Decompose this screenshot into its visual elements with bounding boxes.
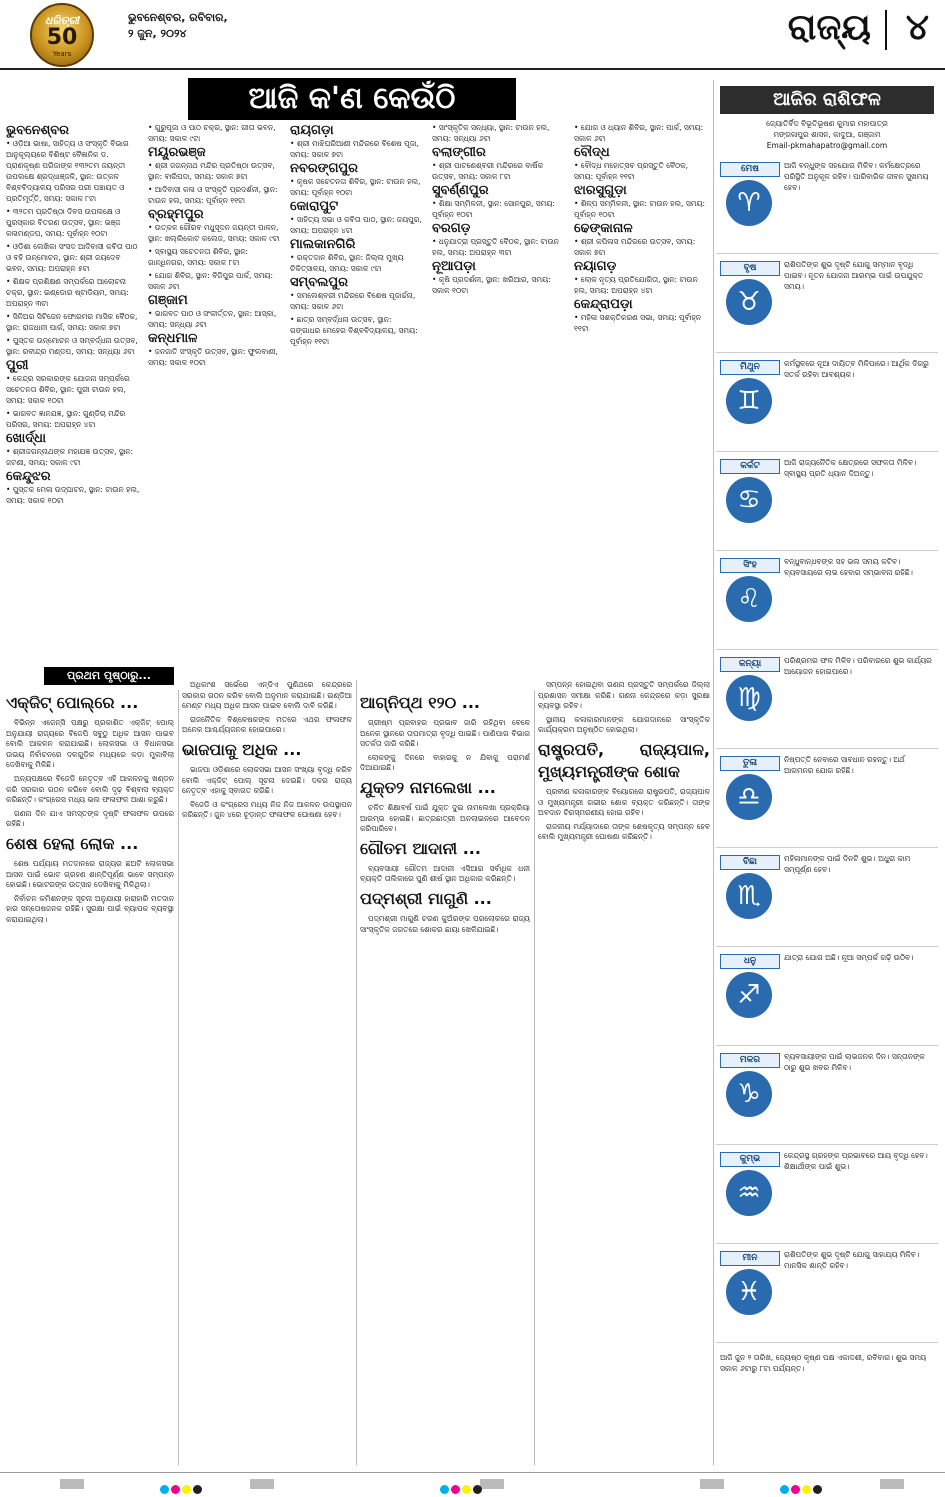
rashi-name: କୁମ୍ଭ <box>720 1152 780 1167</box>
article-paragraph: ନିର୍ବାଚନ କମିଶନଙ୍କ ସୂଚନା ଅନୁଯାୟୀ ହାରାହାରି ମତଦାନ ହାର ସନ୍ତୋଷଜନକ ରହିଛି। ସୁରକ୍ଷା ପାଇଁ ବ୍ୟାପକ ବ୍ୟବସ୍ଥା କରାଯାଇଥିଲା। <box>6 893 174 924</box>
article-paragraph: ବ୍ୟବସାୟୀ ଗୌତମ ଆଦାନୀ ଏସିଆର ସର୍ବାଧିକ ଧନୀ ବ୍ୟକ୍ତି ତାଲିକାରେ ପୁଣି ଶୀର୍ଷ ସ୍ଥାନ ଅଧିକାର କରିଛନ୍ତି। <box>360 863 530 884</box>
rashifal-email: Email-pkmahapatro@gmail.com <box>766 141 888 150</box>
event-item: • ସ୍ବାସ୍ଥ୍ୟ ସଚେତନତା ଶିବିର, ସ୍ଥାନ: ଗାନ୍ଧିନଗର, ସମୟ: ସକାଳ ୮ଟା <box>148 247 249 267</box>
article-paragraph: ବିଜେଡି ଓ କଂଗ୍ରେସ ମଧ୍ୟ ନିଜ ନିଜ ଆକଳନ ଉପସ୍ଥାପନ କରିଛନ୍ତି। ଜୁନ ୪ରେ ଚୂଡ଼ାନ୍ତ ଫଳାଫଳ ଘୋଷଣା ହେବ। <box>182 799 352 820</box>
event-item: • ଓଡ଼ିଆ ଭାଷା, ସାହିତ୍ୟ ଓ ସଂସ୍କୃତି ବିଭାଗ ଆନୁକୂଲ୍ୟରେ ବିଶିଷ୍ଟ ବୈଜ୍ଞାନିକ ଡ. ପ୍ରାଣକୃଷ୍ଣ ପରିଜାଙ୍କ ୧୩୨ତମ ଜୟନ୍ତୀ ଉପଲକ୍ଷେ ଶ୍ରଦ୍ଧାଞ୍ଜଳି, ସ୍ଥାନ: ଉତ୍କଳ ବିଶ୍ବବିଦ୍ୟାଳୟ ପରିସର ପରୀ ପଞ୍ଚାୟତ ଓ ପ୍ରତିମୂର୍ତ୍ତି, ସମୟ: ସକାଳ ୮ଟା <box>6 139 129 203</box>
masthead-divider <box>885 10 887 50</box>
rashi-entry <box>716 752 938 848</box>
color-dot <box>473 1485 482 1494</box>
rashifal-address: ମଙ୍ଗଳାପୁର ଶାସନ, କାଦୁଆ, ଗଞ୍ଜାମ <box>773 130 881 139</box>
color-dots <box>440 1479 484 1489</box>
registration-mark <box>700 1479 724 1489</box>
rashi-name: ମିଥୁନ <box>720 360 780 375</box>
article-paragraph: ଶେଷ ପର୍ଯ୍ୟାୟ ମତଦାନରେ ରାଜ୍ୟର ଛଅଟି ଲୋକସଭା ଆସନ ପାଇଁ ଭୋଟ ଗ୍ରହଣ ଶାନ୍ତିପୂର୍ଣ୍ଣ ଭାବେ ସମ୍ପନ୍ନ ହୋଇଛି। ଭୋଟରଙ୍କ ଉତ୍ସାହ ଦେଖିବାକୁ ମିଳିଥିଲା। <box>6 858 174 890</box>
event-item: • ଶିଳ୍ପ ସମ୍ମିଳନୀ, ସ୍ଥାନ: ଟାଉନ ହଲ, ସମୟ: ପୂର୍ବାହ୍ନ ୧୦ଟା <box>574 199 706 219</box>
rashifal-byline-block <box>720 118 934 151</box>
city-heading: ଗଞ୍ଜାମ <box>148 293 188 308</box>
article-paragraph: ସ୍ଥାନୀୟ କଳାକାରମାନଙ୍କ ଯୋଗଦାନରେ ସାଂସ୍କୃତିକ କାର୍ଯ୍ୟକ୍ରମ ଅନୁଷ୍ଠିତ ହୋଇଥିଲା। <box>538 714 710 735</box>
article-paragraph: ଚଳିତ ଶିକ୍ଷାବର୍ଷ ପାଇଁ ଯୁକ୍ତ ଦୁଇ ନାମଲେଖା ପ୍ରକ୍ରିୟା ଆରମ୍ଭ ହୋଇଛି। ଛାତ୍ରଛାତ୍ରୀ ଅନଲାଇନରେ ଆବେଦନ କରିପାରିବେ। <box>360 802 530 834</box>
event-item: • ଶିକ୍ଷା ସମ୍ମିଳନୀ, ସ୍ଥାନ: ସୋନପୁର, ସମୟ: ପୂର୍ବାହ୍ନ ୧୦ଟା <box>432 199 556 219</box>
rashi-name: ବିଛା <box>720 855 780 870</box>
event-item: • ଶ୍ରୀ କପିଳାସ ମନ୍ଦିରରେ ଉତ୍ସବ, ସମୟ: ସକାଳ ୭ଟା <box>574 237 696 257</box>
dateline <box>128 10 228 42</box>
rashi-prediction: ପରିଶ୍ରମର ଫଳ ମିଳିବ। ପରିବାରରେ ଶୁଭ କାର୍ଯ୍ୟର ଆୟୋଜନ ହୋଇପାରେ। <box>784 656 932 676</box>
logo-years: Years <box>52 50 72 58</box>
zodiac-icon: ♋ <box>726 477 772 523</box>
headline-plus-two: ଯୁକ୍ତ୨ ନାମଲେଖା ... <box>360 777 496 797</box>
rashi-entry <box>716 950 938 1046</box>
rashi-name: କନ୍ୟା <box>720 657 780 672</box>
zodiac-icon: ♑ <box>726 1071 772 1117</box>
color-dot <box>813 1485 822 1494</box>
rashi-name: ସିଂହ <box>720 558 780 573</box>
color-dot <box>462 1485 471 1494</box>
rashi-prediction: ବନ୍ଧୁବାନ୍ଧବଙ୍କ ସହ ଭଲ ସମୟ କଟିବ। ବ୍ୟବସାୟରେ ଲାଭ ହେବାର ସମ୍ଭାବନା ରହିଛି। <box>784 557 913 577</box>
event-item: • ପୁସ୍ତକ ମେଳା ଉଦ୍‌ଘାଟନ, ସ୍ଥାନ: ଟାଉନ ହଲ, ସମୟ: ସକାଳ ୧୦ଟା <box>6 485 140 505</box>
rashi-entry <box>716 1247 938 1343</box>
news-column-4 <box>538 680 710 1465</box>
color-dot <box>451 1485 460 1494</box>
event-item: • ଛାତ୍ର ସମ୍ବର୍ଦ୍ଧନା ଉତ୍ସବ, ସ୍ଥାନ: ଗଙ୍ଗାଧର ମେହେର ବିଶ୍ବବିଦ୍ୟାଳୟ, ସମୟ: ପୂର୍ବାହ୍ନ ୧୧ଟା <box>290 315 418 346</box>
color-dot <box>791 1485 800 1494</box>
city-heading: ପୁରୀ <box>6 358 29 373</box>
section-label: ପ୍ରଥମ ପୃଷ୍ଠାରୁ... <box>44 667 174 685</box>
headline-voting-ends: ଶେଷ ହେଲା ଲୋକ ... <box>6 833 139 853</box>
events-listing <box>6 122 708 662</box>
event-item: • ଯୋଗ ଶିବିର, ସ୍ଥାନ: ବିଜିପୁର ପାର୍କ, ସମୟ: ସକାଳ ୬ଟା <box>148 271 274 291</box>
zodiac-icon: ♒ <box>726 1170 772 1216</box>
rashi-entry <box>716 1049 938 1145</box>
section-name: ରାଜ୍ୟ <box>787 7 871 48</box>
zodiac-icon: ♐ <box>726 972 772 1018</box>
events-column <box>290 122 424 662</box>
color-dot <box>802 1485 811 1494</box>
color-dot <box>193 1485 202 1494</box>
event-item: • ଆଦିବାସୀ କଳା ଓ ସଂସ୍କୃତି ପ୍ରଦର୍ଶନୀ, ସ୍ଥାନ: ଟାଉନ ହଲ, ସମୟ: ପୂର୍ବାହ୍ନ ୧୧ଟା <box>148 185 278 205</box>
city-heading: ବରଗଡ଼ <box>432 221 471 236</box>
event-item: • ମହିଳା ସଶକ୍ତିକରଣ ସଭା, ସମୟ: ପୂର୍ବାହ୍ନ ୧୧ଟା <box>574 313 702 333</box>
column-rule <box>534 690 535 1465</box>
event-item: • ବୌଦ୍ଧ ମହୋତ୍ସବ ପ୍ରସ୍ତୁତି ବୈଠକ, ସମୟ: ପୂର୍ବାହ୍ନ ୧୧ଟା <box>574 161 689 181</box>
anniversary-logo <box>30 3 94 67</box>
color-dot <box>182 1485 191 1494</box>
rashi-name: ମକର <box>720 1053 780 1068</box>
event-item: • ଶ୍ରୀ ଜଗନ୍ନାଥ ମନ୍ଦିର ପ୍ରତିଷ୍ଠା ଉତ୍ସବ, ସ୍ଥାନ: ବାରିପଦା, ସମୟ: ସକାଳ ୭ଟା <box>148 161 275 181</box>
headline-heat: ଆଗ୍ନିପ୍ଥ ୧୨୦ ... <box>360 693 480 712</box>
event-item: • କେନ୍ଦ୍ର ସରକାରଙ୍କ ଯୋଜନା ସମ୍ପର୍କରେ ସଚେତନତା ଶିବିର, ସ୍ଥାନ: ପୁରୀ ଟାଉନ ହଲ, ସମୟ: ସକାଳ ୧୦ଟା <box>6 374 130 405</box>
city-heading: ମାଲକାନଗିରି <box>290 237 356 252</box>
article-paragraph: ରାଜକୀୟ ମର୍ଯ୍ୟାଦାରେ ତାଙ୍କ ଶେଷକୃତ୍ୟ ସମ୍ପନ୍ନ ହେବ ବୋଲି ମୁଖ୍ୟମନ୍ତ୍ରୀ ଘୋଷଣା କରିଛନ୍ତି। <box>538 821 710 842</box>
rashi-name: ଧନୁ <box>720 954 780 969</box>
registration-mark <box>250 1479 274 1489</box>
logo-brand: ଧରିତ୍ରୀ <box>44 14 80 27</box>
column-rule <box>356 680 357 1465</box>
city-heading: ବ୍ରହ୍ମପୁର <box>148 207 204 222</box>
zodiac-icon: ♊ <box>726 378 772 424</box>
news-column-3 <box>360 690 530 1465</box>
event-item: • ଶିକ୍ଷକ ପ୍ରଶିକ୍ଷଣ ସମ୍ପର୍କରେ ଆଲୋଚନା ଚକ୍ର, ସ୍ଥାନ: ଇଣ୍ଡୋର ଷ୍ଟାଡିୟମ, ସମୟ: ଅପରାହ୍ନ ୩ଟା <box>6 277 129 308</box>
article-body <box>6 718 174 830</box>
article-body <box>360 864 530 885</box>
print-registration-strip <box>0 1472 945 1497</box>
rashi-entry <box>716 851 938 947</box>
rashi-prediction: ମହିଳାମାନଙ୍କ ପାଇଁ ଦିନଟି ଶୁଭ। ଅଧୁରା କାମ ସମ୍ପୂର୍ଣ୍ଣ ହେବ। <box>784 854 911 874</box>
city-heading: ଖୋର୍ଦ୍ଧା <box>6 431 46 446</box>
rashi-entry <box>716 356 938 452</box>
event-item: • ଧନୁଯାତ୍ରା ପ୍ରସ୍ତୁତି ବୈଠକ, ସ୍ଥାନ: ଟାଉନ ହଲ, ସମୟ: ଅପରାହ୍ନ ୩ଟା <box>432 237 559 257</box>
logo-fifty: 50 <box>46 25 78 50</box>
headline-maguni: ପଦ୍ମଶ୍ରୀ ମାଗୁଣି ... <box>360 888 492 908</box>
article-body <box>6 859 174 926</box>
event-item: • ୩୨ତମ ପ୍ରତିଷ୍ଠା ଦିବସ ଉପଲକ୍ଷେ ଓ ପୁରସ୍କାର ବିତରଣ ଉତ୍ସବ, ସ୍ଥାନ: ଭଞ୍ଜ କଳାମଣ୍ଡପ, ସମୟ: ପୂର୍ବାହ୍ନ ୧୦ଟା <box>6 207 121 238</box>
rashi-name: ତୁଳା <box>720 756 780 771</box>
article-paragraph: ଗ୍ରୀଷ୍ମ ପ୍ରବାହର ପ୍ରଭାବ ଜାରି ରହିଥିବା ବେଳେ ଅନେକ ସ୍ଥାନରେ ତାପମାତ୍ରା ବୃଦ୍ଧି ପାଇଛି। ପାଣିପାଗ ବିଭାଗ ସତର୍କତା ଜାରି କରିଛି। <box>360 718 530 749</box>
city-heading: ବୌଦ୍ଧ <box>574 145 610 160</box>
article-body <box>360 914 530 935</box>
article-body <box>360 718 530 774</box>
zodiac-icon: ♈ <box>726 180 772 226</box>
zodiac-icon: ♌ <box>726 576 772 622</box>
article-paragraph: ଗଣନା ଦିନ ଯାଏ ସମସ୍ତଙ୍କ ଦୃଷ୍ଟି ଫଳାଫଳ ଉପରେ ରହିଛି। <box>6 808 174 829</box>
event-item: • ଜନଜାତି ସଂସ୍କୃତି ଉତ୍ସବ, ସ୍ଥାନ: ଫୁଲବାଣୀ, ସମୟ: ସକାଳ ୧୦ଟା <box>148 347 278 367</box>
events-column <box>432 122 566 662</box>
event-item: • ଗୁରୁପୂଜା ଓ ପାଠ ଚକ୍ର, ସ୍ଥାନ: ଗୀତା ଭବନ, ସମୟ: ସକାଳ ୯ଟା <box>148 123 276 143</box>
headline-adani: ଗୌତମ ଆଦାନୀ ... <box>360 838 481 858</box>
color-dot <box>171 1485 180 1494</box>
zodiac-icon: ♓ <box>726 1269 772 1315</box>
event-item: • ଯୋଗ ଓ ଧ୍ୟାନ ଶିବିର, ସ୍ଥାନ: ପାର୍କ, ସମୟ: ସକାଳ ୬ଟା <box>574 123 704 143</box>
registration-mark <box>880 1479 904 1489</box>
event-item: • ଭାଗବତ ଜ୍ଞାନଯଜ୍ଞ, ସ୍ଥାନ: ଗୁଣ୍ଡିଚା ମନ୍ଦିର ପରିସର, ସମୟ: ଅପରାହ୍ନ ୪ଟା <box>6 409 126 429</box>
column-rule <box>713 80 714 1465</box>
city-heading: କୋରାପୁଟ <box>290 199 339 214</box>
rashi-entry <box>716 554 938 650</box>
column-rule <box>178 690 179 1465</box>
rashi-prediction: ରାଶିପତିଙ୍କ ଶୁଭ ଦୃଷ୍ଟି ଯୋଗୁ ସାହାଯ୍ୟ ମିଳିବ। ମାନସିକ ଶାନ୍ତି ରହିବ। <box>784 1250 920 1270</box>
rashifal-note: ଆଜି ଜୁନ ୨ ତାରିଖ, ଜ୍ୟେଷ୍ଠ କୃଷ୍ଣ ପକ୍ଷ ଏକାଦଶୀ, ରବିବାର। ଶୁଭ ସମୟ ସକାଳ ୬ଟାରୁ ୮ଟା ପର୍ଯ୍ୟନ୍ତ। <box>720 1353 927 1373</box>
city-heading: କନ୍ଧମାଳ <box>148 331 198 346</box>
event-item: • ସିନିଅର ସିଟିଜେନ ଫୋରମର ମାସିକ ବୈଠକ, ସ୍ଥାନ: ରାଜଧାନୀ ପାର୍କ, ସମୟ: ସକାଳ ୭ଟା <box>6 312 138 332</box>
event-item: • କୃଷକ ସଚେତନତା ଶିବିର, ସ୍ଥାନ: ଟାଉନ ହଲ, ସମୟ: ପୂର୍ବାହ୍ନ ୧୦ଟା <box>290 177 421 197</box>
rashi-prediction: ଯାତ୍ରା ଯୋଗ ଅଛି। ନୂଆ ସମ୍ପର୍କ ଗଢ଼ି ଉଠିବ। <box>784 953 914 962</box>
rashi-entry <box>716 1148 938 1244</box>
event-item: • ଓଡ଼ିଶା ଲେଖିକା ସଂସଦ ଆଦିବାସୀ କବିତା ପାଠ ଓ ବହି ଉନ୍ମୋଚନ, ସ୍ଥାନ: ଶ୍ରୀ ଜୟଦେବ ଭବନ, ସମୟ: ଅପରାହ୍ନ ୫ଟା <box>6 242 138 273</box>
date-line-1: ଭୁବନେଶ୍ବର, ରବିବାର, <box>128 11 228 24</box>
city-heading: ମୟୂରଭଞ୍ଜ <box>148 145 206 160</box>
color-dot <box>160 1485 169 1494</box>
city-heading: କେନ୍ଦୁଝର <box>6 469 51 484</box>
rashi-prediction: ନିଷ୍ପତ୍ତି ନେବାରେ ସାବଧାନ ରହନ୍ତୁ। ଅର୍ଥ ଆଗମନର ଯୋଗ ରହିଛି। <box>784 755 905 775</box>
event-item: • କୃଷି ପ୍ରଦର୍ଶନୀ, ସ୍ଥାନ: ଖରିଆର, ସମୟ: ସକାଳ ୧୦ଟା <box>432 275 551 295</box>
city-heading: କେନ୍ଦ୍ରାପଡ଼ା <box>574 297 633 312</box>
rashi-name: ମେଷ <box>720 162 780 177</box>
city-heading: ରାୟଗଡ଼ା <box>290 123 334 138</box>
article-body <box>182 680 352 736</box>
news-column-2 <box>182 680 352 1465</box>
event-item: • ରକ୍ତଦାନ ଶିବିର, ସ୍ଥାନ: ଜିଲ୍ଲା ମୁଖ୍ୟ ଚିକିତ୍ସାଳୟ, ସମୟ: ସକାଳ ୯ଟା <box>290 253 404 273</box>
article-body <box>538 680 710 736</box>
events-column <box>6 122 140 662</box>
zodiac-icon: ♎ <box>726 774 772 820</box>
event-item: • ପୁସ୍ତକ ଉନ୍ମୋଚନ ଓ ସମ୍ବର୍ଦ୍ଧନା ଉତ୍ସବ, ସ୍ଥାନ: ରବୀନ୍ଦ୍ର ମଣ୍ଡପ, ସମୟ: ସନ୍ଧ୍ୟା ୬ଟା <box>6 336 138 356</box>
event-item: • ଉତ୍କଳ ଗୌରବ ମଧୁସୂଦନ ଜୟନ୍ତୀ ପାଳନ, ସ୍ଥାନ: ଖଲ୍ଲିକୋଟ କଲେଜ, ସମୟ: ସକାଳ ୯ଟା <box>148 223 280 243</box>
headline-condolence: ରାଷ୍ଟ୍ରପତି, ରାଜ୍ୟପାଳ, ମୁଖ୍ୟମନ୍ତ୍ରୀଙ୍କ ଶୋକ <box>538 739 710 781</box>
city-heading: ସୁବର୍ଣ୍ଣପୁର <box>432 183 489 198</box>
city-heading: ଭୁବନେଶ୍ବର <box>6 123 69 138</box>
article-body <box>182 765 352 821</box>
article-paragraph: ପଦ୍ମଶ୍ରୀ ମାଗୁଣି ଚରଣ କୁଅଁରଙ୍କ ପରଲୋକରେ ରାଜ୍ୟ ସାଂସ୍କୃତିକ ଜଗତରେ ଶୋକର ଛାୟା ଖେଳିଯାଇଛି। <box>360 913 530 934</box>
city-heading: ଝାରସୁଗୁଡ଼ା <box>574 183 627 198</box>
event-item: • ସମଲେଶ୍ବରୀ ମନ୍ଦିରରେ ବିଶେଷ ପୂଜାର୍ଚ୍ଚନା, ସମୟ: ସକାଳ ୬ଟା <box>290 291 416 311</box>
city-heading: ସମ୍ବଲପୁର <box>290 275 348 290</box>
zodiac-icon: ♏ <box>726 873 772 919</box>
events-title: ଆଜି କ'ଣ କେଉଁଠି <box>188 78 516 120</box>
city-heading: ନବରଙ୍ଗପୁର <box>290 161 359 176</box>
rashi-prediction: ରାଶିପତିଙ୍କ ଶୁଭ ଦୃଷ୍ଟି ଯୋଗୁ ସମ୍ମାନ ବୃଦ୍ଧି ପାଇବ। ନୂତନ ଯୋଜନା ଆରମ୍ଭ ପାଇଁ ଉପଯୁକ୍ତ ସମୟ। <box>784 260 924 291</box>
article-paragraph: ଅଧିକାଂଶ ସର୍ଭେରେ ଏନ୍‌ଡିଏ ପୁଣିଥରେ କେନ୍ଦ୍ରରେ ସରକାର ଗଠନ କରିବ ବୋଲି ଅନୁମାନ କରାଯାଇଛି। ଇଣ୍ଡିଆ ମେଣ୍ଟ ମଧ୍ୟ ଅଧିକ ଆସନ ପାଇବ ବୋଲି ଦାବି କରିଛି। <box>182 680 352 711</box>
event-item: • ଭାଗବତ ପାଠ ଓ ସଂକୀର୍ତ୍ତନ, ସ୍ଥାନ: ଆସ୍କା, ସମୟ: ସନ୍ଧ୍ୟା ୬ଟା <box>148 309 277 329</box>
event-item: • ଶ୍ରୀଜଗନ୍ନାଥଙ୍କ ମହାଯଜ୍ଞ ଉତ୍ସବ, ସ୍ଥାନ: ଜଟଣୀ, ସମୟ: ସକାଳ ୯ଟା <box>6 447 134 467</box>
event-item: • ଲୋକ ନୃତ୍ୟ ପ୍ରତିଯୋଗିତା, ସ୍ଥାନ: ଟାଉନ ହଲ, ସମୟ: ଅପରାହ୍ନ ୪ଟା <box>574 275 698 295</box>
color-dot <box>440 1485 449 1494</box>
article-body <box>538 787 710 843</box>
news-column-1 <box>6 690 174 1465</box>
rashi-entry <box>716 158 938 254</box>
color-dots <box>160 1479 204 1489</box>
article-paragraph: ପ୍ରବୀଣ କଳାକାରଙ୍କ ବିୟୋଗରେ ରାଷ୍ଟ୍ରପତି, ରାଜ୍ୟପାଳ ଓ ମୁଖ୍ୟମନ୍ତ୍ରୀ ଗଭୀର ଶୋକ ବ୍ୟକ୍ତ କରିଛନ୍ତି। ତାଙ୍କ ଅବଦାନ ଚିରସ୍ମରଣୀୟ ହୋଇ ରହିବ। <box>538 786 710 818</box>
city-heading: ନୂଆପଡ଼ା <box>432 259 476 274</box>
city-heading: ଢେଙ୍କାନାଳ <box>574 221 633 236</box>
color-dots <box>780 1479 824 1489</box>
zodiac-icon: ♉ <box>726 279 772 325</box>
masthead <box>0 0 945 70</box>
event-item: • ସାଂସ୍କୃତିକ ସନ୍ଧ୍ୟା, ସ୍ଥାନ: ଟାଉନ ହଲ, ସମୟ: ସନ୍ଧ୍ୟା ୬ଟା <box>432 123 550 143</box>
rashi-entry <box>716 455 938 551</box>
events-column <box>574 122 708 662</box>
article-paragraph: ଲୋକଙ୍କୁ ଦିନରେ ବାହାରକୁ ନ ଯିବାକୁ ପରାମର୍ଶ ଦିଆଯାଇଛି। <box>360 752 530 773</box>
event-item: • ସାହିତ୍ୟ ସଭା ଓ କବିତା ପାଠ, ସ୍ଥାନ: ଜୟପୁର, ସମୟ: ଅପରାହ୍ନ ୪ଟା <box>290 215 422 235</box>
rashi-entry <box>716 257 938 353</box>
rashi-name: ବୃଷ <box>720 261 780 276</box>
rashi-name: ମୀନ <box>720 1251 780 1266</box>
article-paragraph: ଅନ୍ୟପକ୍ଷରେ ବିଜେଡି ନେତୃତ୍ବ ଏହି ଆକଳନକୁ ଖଣ୍ଡନ କରି ସରକାର ଗଠନ କରିବେ ବୋଲି ଦୃଢ଼ ବିଶ୍ବାସ ବ୍ୟକ୍ତ କରିଛନ୍ତି। କଂଗ୍ରେସ ମଧ୍ୟ ଭଲ ଫଳାଫଳ ଆଶା କରୁଛି। <box>6 773 174 805</box>
rashi-prediction: ଆଜି ରାଜ୍ୟନୈତିକ କ୍ଷେତ୍ରରେ ସଫଳତା ମିଳିବ। ସ୍ବାସ୍ଥ୍ୟ ପ୍ରତି ଧ୍ୟାନ ଦିଅନ୍ତୁ। <box>784 458 917 478</box>
events-column <box>148 122 282 662</box>
rashi-prediction: ଆଜି ବନ୍ଧୁଙ୍କ ସହଯୋଗ ମିଳିବ। କର୍ମକ୍ଷେତ୍ରରେ ପରିସ୍ଥିତି ଅନୁକୂଳ ରହିବ। ପାରିବାରିକ ଜୀବନ ସୁଖମୟ ହେବ। <box>784 161 929 192</box>
date-line-2: ୨ ଜୁନ, ୨୦୨୪ <box>128 27 187 40</box>
article-paragraph: ବିଭିନ୍ନ ଏଜେନ୍ସି ପକ୍ଷରୁ ପ୍ରକାଶିତ ଏକ୍‌ଜିଟ୍ ପୋଲ୍ ଅନୁଯାୟୀ ରାଜ୍ୟରେ ବିଜେପି ସବୁଠୁ ଅଧିକ ଆସନ ପାଇବ ବୋଲି ଆକଳନ କରାଯାଇଛି। ଲୋକସଭା ଓ ବିଧାନସଭା ଉଭୟ ନିର୍ବାଚନରେ ଦଳଗୁଡ଼ିକ ମଧ୍ୟରେ କଡ଼ା ମୁକାବିଲା ଦେଖିବାକୁ ମିଳିଛି। <box>6 718 174 770</box>
article-body <box>360 803 530 835</box>
article-paragraph: ଭାଜପା ଓଡ଼ିଶାରେ ଲୋକସଭା ଆସନ ସଂଖ୍ୟା ବୃଦ୍ଧି କରିବ ବୋଲି ଏକ୍‌ଜିଟ୍ ପୋଲ୍ ସୂଚନା ଦେଇଛି। ଦଳର ରାଜ୍ୟ ନେତୃତ୍ବ ଏହାକୁ ସ୍ବାଗତ କରିଛି। <box>182 764 352 796</box>
rashifal-title: ଆଜିର ରାଶିଫଳ <box>720 86 934 114</box>
registration-mark <box>60 1479 84 1489</box>
city-heading: ନୟାଗଡ଼ <box>574 259 617 274</box>
rashifal-byline: ଜ୍ୟୋତିର୍ବିଦ ବିଭୂତିଭୂଷଣ କୁମାର ମହାପାତ୍ର <box>766 119 888 128</box>
rashi-name: କର୍କଟ <box>720 459 780 474</box>
page-number: ୪ <box>905 7 929 48</box>
event-item: • ଶ୍ରୀ ପାଟଣେଶ୍ବରୀ ମନ୍ଦିରରେ ବାର୍ଷିକ ଉତ୍ସବ, ସମୟ: ସକାଳ ୮ଟା <box>432 161 544 181</box>
article-paragraph: ସମ୍ପନ୍ନ ହୋଇଥିବା ଗଣନା ପ୍ରସ୍ତୁତି ସମ୍ପର୍କରେ ଜିଲ୍ଲା ପ୍ରଶାସନ ସମୀକ୍ଷା କରିଛି। ଗଣନା କେନ୍ଦ୍ରରେ କଡ଼ା ସୁରକ୍ଷା ବ୍ୟବସ୍ଥା ରହିବ। <box>538 680 710 711</box>
city-heading: ବଲାଙ୍ଗୀର <box>432 145 486 160</box>
rashi-entry <box>716 653 938 749</box>
article-paragraph: ରାଜନୈତିକ ବିଶ୍ଳେଷକଙ୍କ ମତରେ ଏଥର ଫଳାଫଳ ଅନେକ ଆଶ୍ଚର୍ଯ୍ୟଜନକ ହୋଇପାରେ। <box>182 714 352 735</box>
color-dot <box>780 1485 789 1494</box>
rashi-prediction: କେନ୍ଦ୍ରସ୍ଥ ଗ୍ରହଙ୍କ ପ୍ରଭାବରେ ଆୟ ବୃଦ୍ଧି ହେବ। ଶିକ୍ଷାର୍ଥୀଙ୍କ ପାଇଁ ଶୁଭ। <box>784 1151 928 1171</box>
headline-bjp-more: ଭାଜପାକୁ ଅଧିକ ... <box>182 739 302 759</box>
headline-exit-poll: ଏକ୍‌ଜିଟ୍ ପୋଲ୍‌ରେ ... <box>6 693 139 712</box>
rashi-prediction: ବ୍ୟବସାୟୀଙ୍କ ପାଇଁ ଲାଭଜନକ ଦିନ। ସନ୍ତାନଙ୍କ ଠାରୁ ଶୁଭ ଖବର ମିଳିବ। <box>784 1052 925 1072</box>
zodiac-icon: ♍ <box>726 675 772 721</box>
rashifal-list <box>716 158 938 1358</box>
event-item: • ଶ୍ରୀ ମାଝିଘରିଆଣୀ ମନ୍ଦିରରେ ବିଶେଷ ପୂଜା, ସମୟ: ସକାଳ ୭ଟା <box>290 139 419 159</box>
rashi-prediction: କର୍ମସ୍ଥଳରେ ନୂଆ ଦାୟିତ୍ବ ମିଳିପାରେ। ଆର୍ଥିକ ଦିଗରୁ ସତର୍କ ରହିବା ଆବଶ୍ୟକ। <box>784 359 929 379</box>
